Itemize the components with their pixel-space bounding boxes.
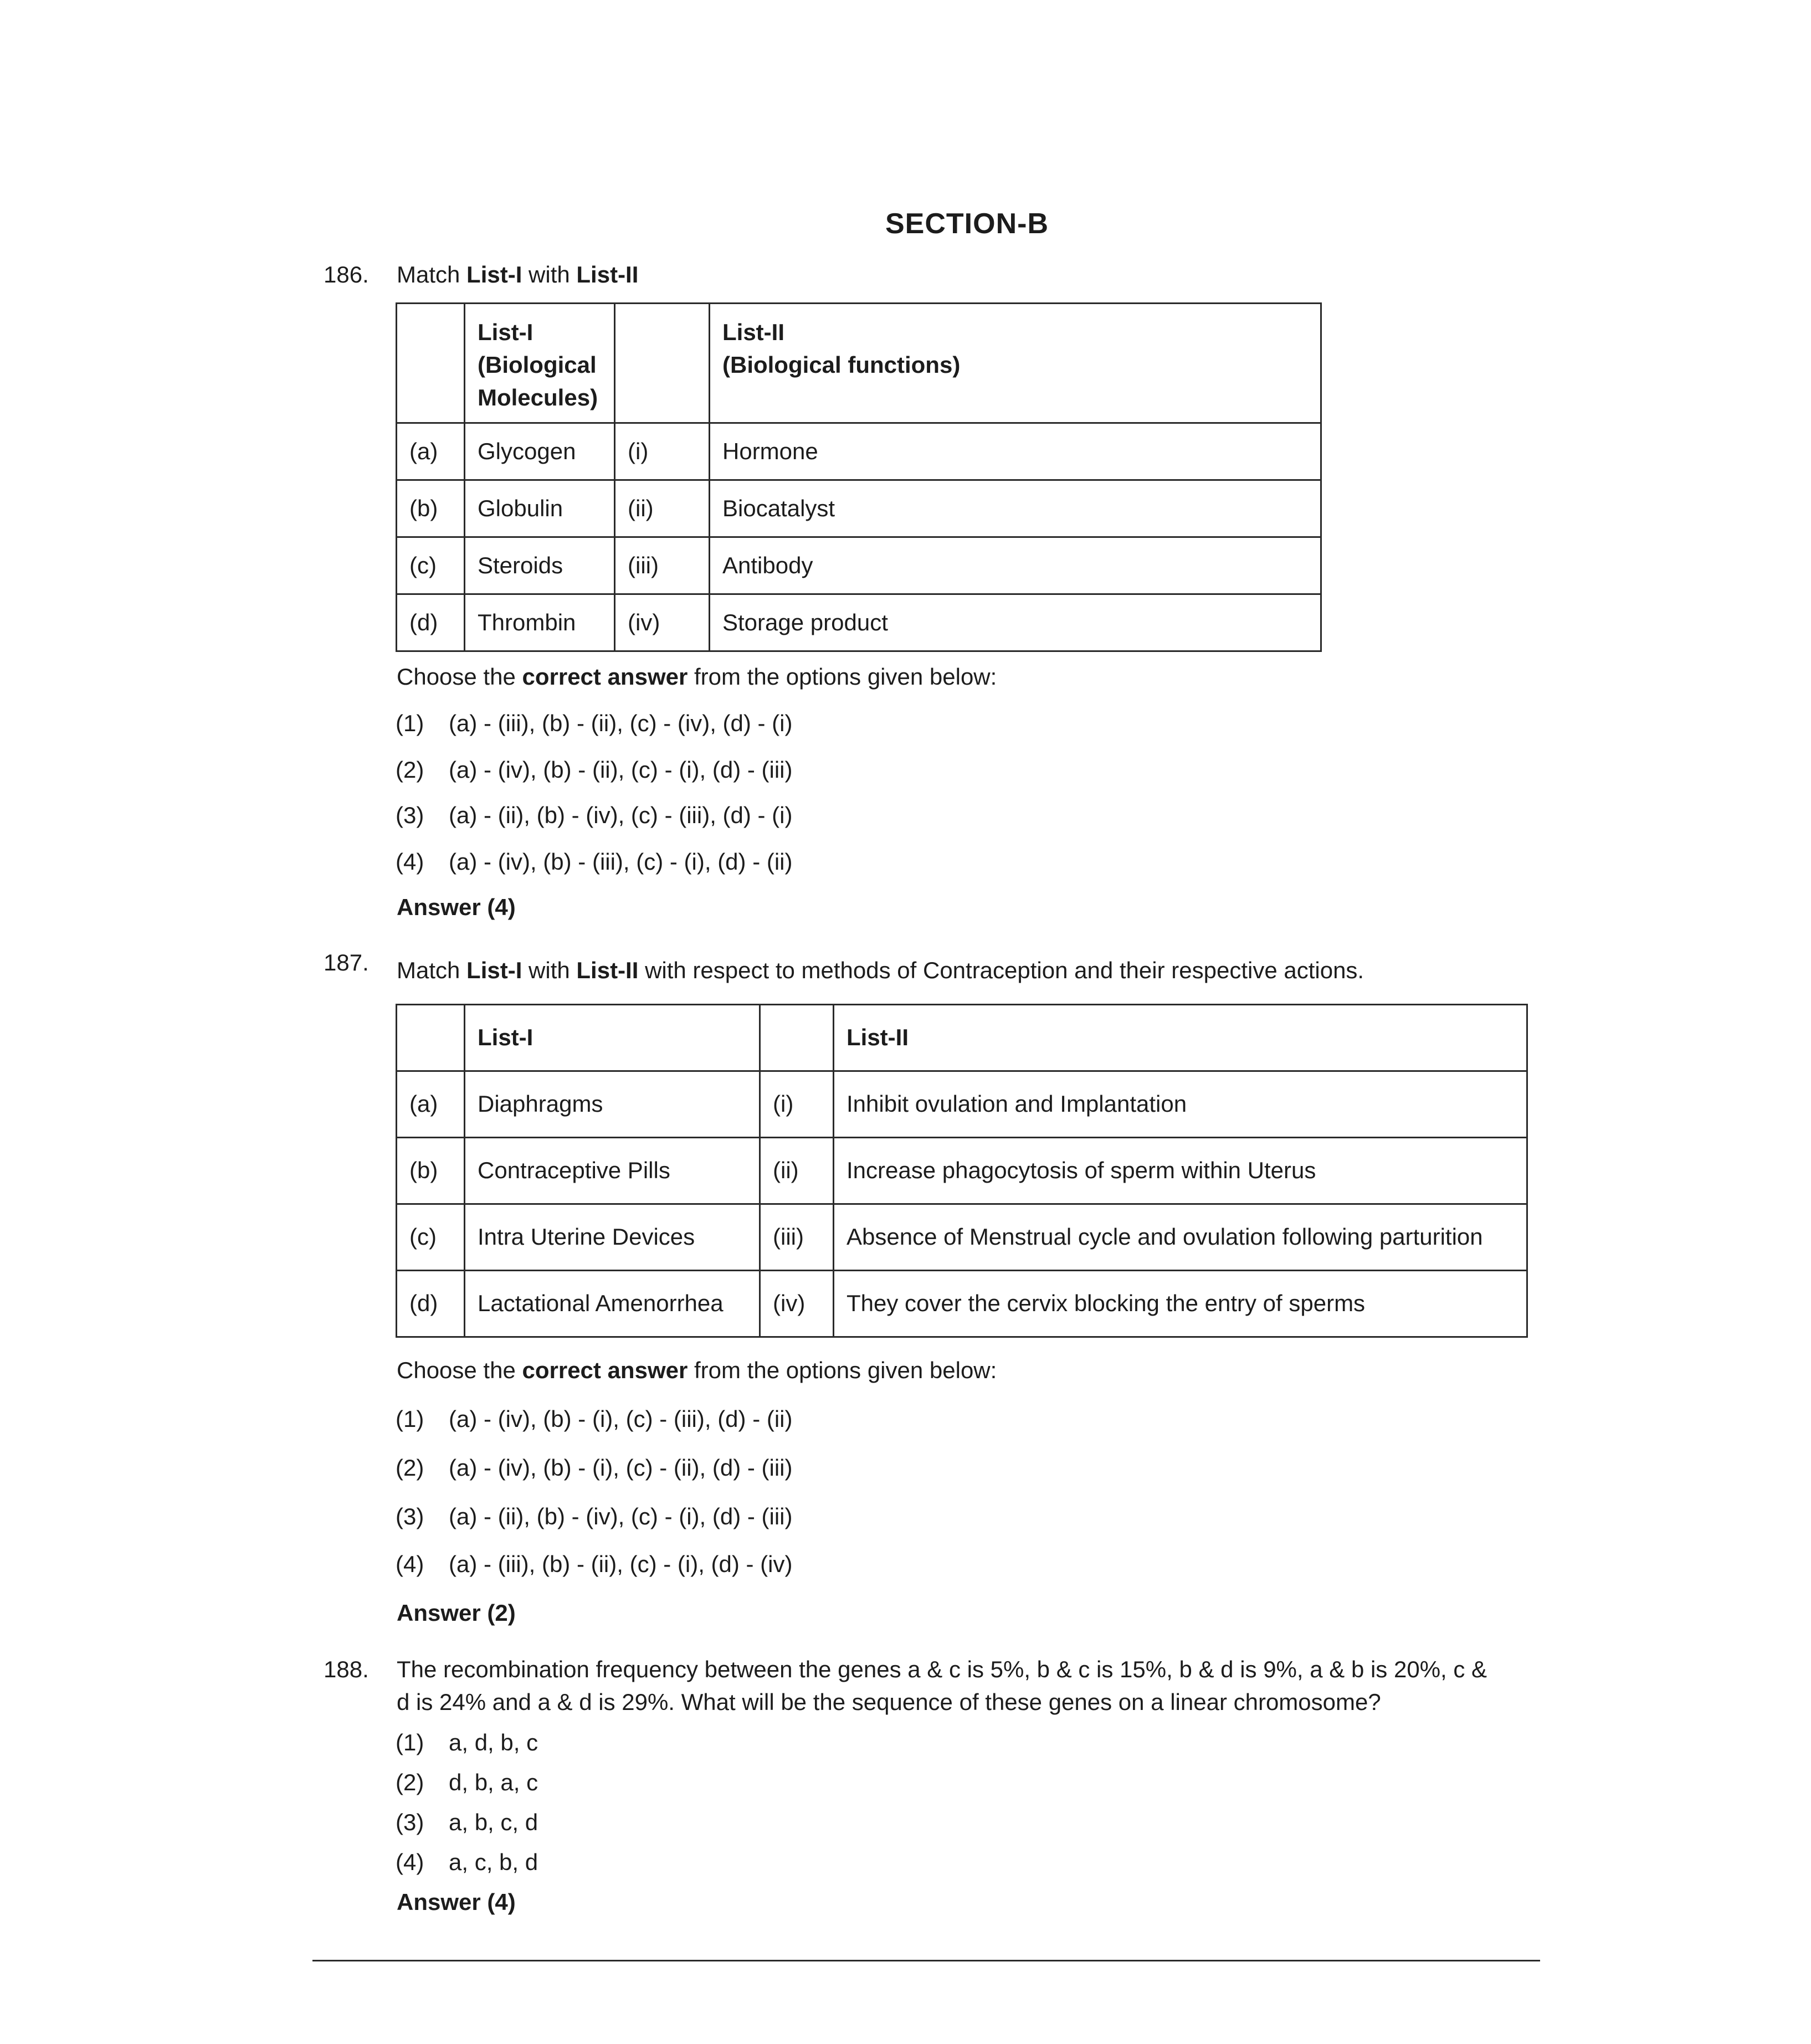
option-text: (a) - (ii), (b) - (iv), (c) - (iii), (d) - (i) <box>449 802 793 828</box>
instruction-text: from the options given below: <box>688 1357 997 1383</box>
option-187-4[interactable] <box>396 1550 792 1579</box>
row-item: Lactational Amenorrhea <box>465 1271 760 1337</box>
question-prompt-186 <box>397 260 638 290</box>
option-number: (3) <box>396 1503 424 1529</box>
row-key: (a) <box>397 1071 465 1138</box>
question-prompt-187 <box>397 956 1364 985</box>
option-number: (4) <box>396 1849 424 1875</box>
list2-header <box>710 304 1321 423</box>
header-blank-cell <box>397 1005 465 1071</box>
option-text: (a) - (iv), (b) - (i), (c) - (ii), (d) - (iii) <box>449 1455 793 1481</box>
row-match: Inhibit ovulation and Implantation <box>834 1071 1527 1138</box>
question-number-186: 186. <box>324 261 369 287</box>
option-186-2[interactable] <box>396 756 792 785</box>
answer-186: Answer (4) <box>397 894 516 920</box>
answer-188: Answer (4) <box>397 1889 516 1915</box>
table-row <box>397 594 1321 651</box>
row-match: Storage product <box>710 594 1321 651</box>
row-num: (iv) <box>760 1271 834 1337</box>
row-num: (i) <box>615 423 710 480</box>
prompt-text: Match <box>397 261 467 287</box>
table-header-row <box>397 304 1321 423</box>
table-header-row <box>397 1005 1527 1071</box>
instruction-text: Choose the <box>397 664 522 690</box>
option-text: a, c, b, d <box>449 1849 538 1875</box>
option-number: (2) <box>396 757 424 783</box>
prompt-text: with <box>522 957 577 983</box>
row-key: (c) <box>397 1204 465 1271</box>
option-number: (2) <box>396 1455 424 1481</box>
instruction-text: from the options given below: <box>688 664 997 690</box>
option-number: (1) <box>396 1406 424 1432</box>
instruction-text: Choose the <box>397 1357 522 1383</box>
row-num: (iii) <box>615 537 710 594</box>
header-blank-cell <box>397 304 465 423</box>
prompt-text: with <box>522 261 577 287</box>
match-table-187 <box>396 1004 1528 1338</box>
option-text: (a) - (iii), (b) - (ii), (c) - (i), (d) - (iv) <box>449 1551 793 1577</box>
row-key: (d) <box>397 594 465 651</box>
question-prompt-188 <box>397 1655 1487 1717</box>
option-187-3[interactable] <box>396 1502 792 1532</box>
prompt-list1: List-I <box>466 957 522 983</box>
row-item: Thrombin <box>465 594 615 651</box>
option-186-1[interactable] <box>396 709 792 738</box>
row-num: (ii) <box>760 1138 834 1204</box>
option-number: (3) <box>396 802 424 828</box>
table-row <box>397 480 1321 537</box>
list2-header: List-II <box>834 1005 1527 1071</box>
option-number: (2) <box>396 1769 424 1795</box>
row-match: Antibody <box>710 537 1321 594</box>
option-text: (a) - (iv), (b) - (iii), (c) - (i), (d) - (ii) <box>449 849 793 875</box>
option-188-1[interactable] <box>396 1728 538 1758</box>
option-186-4[interactable] <box>396 848 792 877</box>
answer-187: Answer (2) <box>397 1600 516 1626</box>
option-number: (4) <box>396 1551 424 1577</box>
prompt-text: with respect to methods of Contraception and their respective actions. <box>638 957 1364 983</box>
list2-header-line: (Biological functions) <box>722 351 961 378</box>
prompt-text: Match <box>397 957 467 983</box>
row-item: Contraceptive Pills <box>465 1138 760 1204</box>
option-text: (a) - (iv), (b) - (i), (c) - (iii), (d) - (ii) <box>449 1406 793 1432</box>
option-188-3[interactable] <box>396 1808 538 1837</box>
row-item: Globulin <box>465 480 615 537</box>
row-match: Hormone <box>710 423 1321 480</box>
option-187-2[interactable] <box>396 1454 792 1483</box>
list1-header: List-I <box>465 1005 760 1071</box>
list1-header <box>465 304 615 423</box>
row-key: (b) <box>397 1138 465 1204</box>
row-match: Increase phagocytosis of sperm within Uterus <box>834 1138 1527 1204</box>
list2-header-line: List-II <box>722 319 784 345</box>
instruction-bold: correct answer <box>522 1357 688 1383</box>
option-text: a, d, b, c <box>449 1729 538 1755</box>
table-row <box>397 1071 1527 1138</box>
question-number-188: 188. <box>324 1656 369 1682</box>
option-number: (4) <box>396 849 424 875</box>
section-title: SECTION-B <box>885 208 1049 240</box>
row-key: (b) <box>397 480 465 537</box>
row-match: Absence of Menstrual cycle and ovulation following parturition <box>834 1204 1527 1271</box>
prompt-list2: List-II <box>576 957 639 983</box>
table-row <box>397 1271 1527 1337</box>
footer-divider <box>312 1960 1540 1961</box>
option-188-4[interactable] <box>396 1848 538 1877</box>
table-row <box>397 537 1321 594</box>
row-key: (c) <box>397 537 465 594</box>
list1-header-line: (Biological <box>478 351 597 378</box>
row-num: (ii) <box>615 480 710 537</box>
row-item: Glycogen <box>465 423 615 480</box>
question-number-187: 187. <box>324 949 369 975</box>
table-row <box>397 1204 1527 1271</box>
option-number: (1) <box>396 1729 424 1755</box>
option-text: d, b, a, c <box>449 1769 538 1795</box>
option-187-1[interactable] <box>396 1405 792 1434</box>
list1-header-line: List-I <box>478 319 533 345</box>
option-186-3[interactable] <box>396 801 792 830</box>
row-item: Intra Uterine Devices <box>465 1204 760 1271</box>
table-row <box>397 1138 1527 1204</box>
row-key: (d) <box>397 1271 465 1337</box>
prompt-line: d is 24% and a & d is 29%. What will be the sequence of these genes on a linear chromosome? <box>397 1688 1381 1715</box>
prompt-list1: List-I <box>466 261 522 287</box>
option-text: a, b, c, d <box>449 1809 538 1835</box>
prompt-list2: List-II <box>576 261 639 287</box>
row-num: (i) <box>760 1071 834 1138</box>
option-text: (a) - (iii), (b) - (ii), (c) - (iv), (d) - (i) <box>449 710 793 736</box>
match-table-186 <box>396 302 1322 652</box>
row-item: Diaphragms <box>465 1071 760 1138</box>
table-row <box>397 423 1321 480</box>
row-num: (iv) <box>615 594 710 651</box>
row-num: (iii) <box>760 1204 834 1271</box>
list1-header-line: Molecules) <box>478 384 598 410</box>
choose-instruction-186 <box>397 662 997 692</box>
option-text: (a) - (ii), (b) - (iv), (c) - (i), (d) - (iii) <box>449 1503 793 1529</box>
row-match: Biocatalyst <box>710 480 1321 537</box>
row-item: Steroids <box>465 537 615 594</box>
row-match: They cover the cervix blocking the entry of sperms <box>834 1271 1527 1337</box>
header-blank-cell <box>760 1005 834 1071</box>
prompt-line: The recombination frequency between the genes a & c is 5%, b & c is 15%, b & d is 9%, a & b is 20%, c & <box>397 1656 1487 1682</box>
instruction-bold: correct answer <box>522 664 688 690</box>
option-number: (3) <box>396 1809 424 1835</box>
option-text: (a) - (iv), (b) - (ii), (c) - (i), (d) - (iii) <box>449 757 793 783</box>
header-blank-cell <box>615 304 710 423</box>
option-188-2[interactable] <box>396 1768 538 1798</box>
option-number: (1) <box>396 710 424 736</box>
row-key: (a) <box>397 423 465 480</box>
choose-instruction-187 <box>397 1356 997 1385</box>
